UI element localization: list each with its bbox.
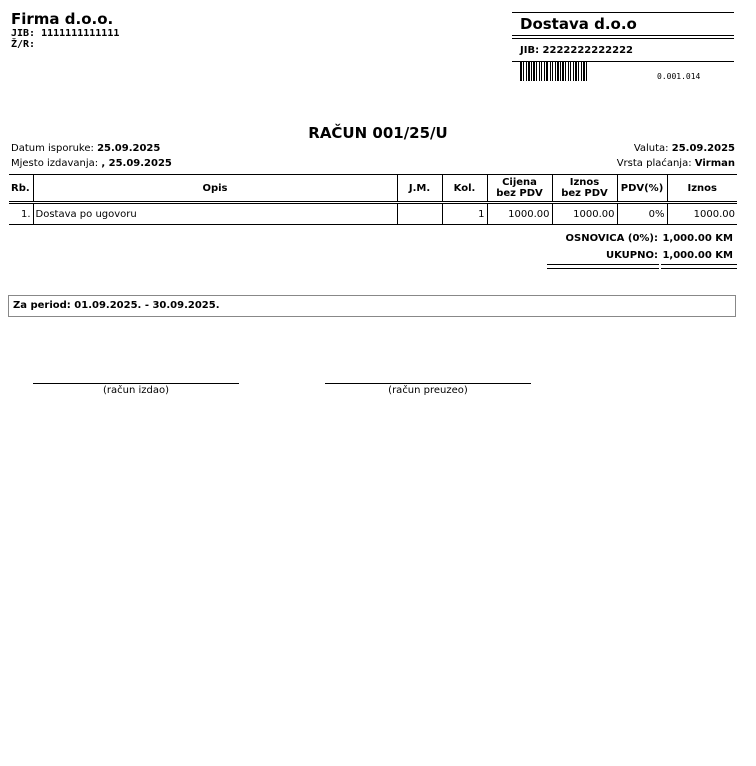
currency-date-value: 25.09.2025: [671, 143, 735, 154]
signature-line-received: [325, 383, 531, 384]
signature-line-issued: [33, 383, 239, 384]
period-box: Za period: 01.09.2025. - 30.09.2025.: [8, 295, 736, 317]
barcode-number: 0.001.014: [657, 72, 701, 81]
cell-kol: 1: [442, 203, 487, 225]
seller-name: Firma d.o.o.: [11, 10, 114, 28]
osnovica-label: OSNOVICA (0%):: [565, 233, 658, 244]
seller-jib: JIB: 1111111111111: [11, 28, 120, 39]
payment-type-value: Virman: [694, 158, 735, 169]
currency-date: [634, 143, 735, 154]
col-header-iznos-bez-line1: Iznos: [569, 177, 600, 188]
delivery-date-value: 25.09.2025: [97, 143, 161, 154]
cell-opis: Dostava po ugovoru: [33, 203, 397, 225]
col-header-iznos-bez-line2: bez PDV: [561, 188, 608, 199]
cell-pdv: 0%: [617, 203, 667, 225]
signature-label-issued: (račun izdao): [102, 385, 169, 396]
totals-underline-gap: [659, 264, 661, 270]
col-header-cijena-line2: bez PDV: [496, 188, 543, 199]
buyer-jib: JIB: 2222222222222: [520, 45, 633, 56]
items-table: [9, 174, 737, 225]
cell-iznos: 1000.00: [667, 203, 737, 225]
ukupno-label: UKUPNO:: [605, 250, 658, 261]
table-header-row: [9, 175, 737, 203]
issue-place-value: , 25.09.2025: [101, 158, 172, 169]
col-header-rb: Rb.: [9, 175, 33, 203]
col-header-opis: Opis: [33, 175, 397, 203]
cell-rb: 1.: [9, 203, 33, 225]
col-header-pdv: PDV(%): [617, 175, 667, 203]
buyer-box: [512, 12, 734, 62]
ukupno-value: 1,000.00 KM: [662, 250, 733, 261]
delivery-date: [11, 143, 160, 154]
col-header-iznos: Iznos: [667, 175, 737, 203]
seller-account: Ž/R:: [11, 39, 36, 50]
issue-place-label: Mjesto izdavanja:: [11, 158, 99, 169]
payment-type: [617, 158, 735, 169]
signature-label-received: (račun preuzeo): [388, 385, 468, 396]
cell-iznos-bez: 1000.00: [552, 203, 617, 225]
delivery-date-label: Datum isporuke:: [11, 143, 94, 154]
cell-cijena: 1000.00: [487, 203, 552, 225]
col-header-jm: J.M.: [397, 175, 442, 203]
issue-place: [11, 158, 172, 169]
table-row: [9, 203, 737, 225]
payment-type-label: Vrsta plaćanja:: [616, 158, 692, 169]
col-header-cijena-line1: Cijena: [502, 177, 537, 188]
col-header-cijena: [487, 175, 552, 203]
totals-underline: [547, 264, 737, 269]
buyer-name: Dostava d.o.o: [520, 15, 637, 33]
osnovica-value: 1,000.00 KM: [662, 233, 733, 244]
col-header-kol: Kol.: [442, 175, 487, 203]
cell-jm: [397, 203, 442, 225]
currency-date-label: Valuta:: [633, 143, 669, 154]
barcode-image: [520, 61, 654, 81]
invoice-title: RAČUN 001/25/U: [308, 124, 448, 142]
col-header-iznos-bez: [552, 175, 617, 203]
